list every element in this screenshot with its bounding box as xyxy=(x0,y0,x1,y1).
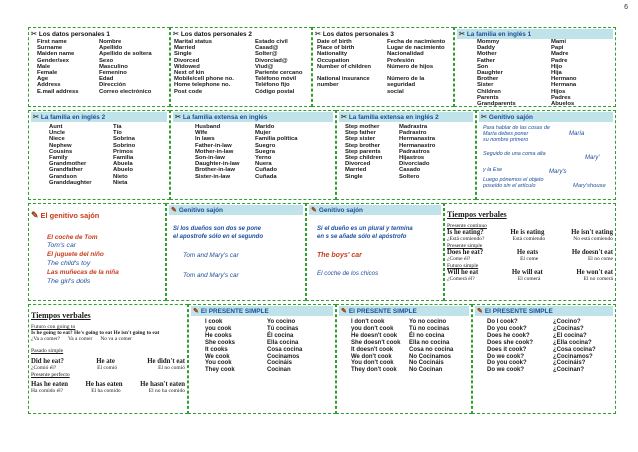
tense-label: Presente perfecto xyxy=(31,372,70,378)
spanish-column xyxy=(551,39,577,107)
vocab-word: Cosa cocina xyxy=(267,346,303,353)
card-present-simple-affirmative xyxy=(188,304,336,414)
spanish-column xyxy=(255,39,302,95)
vocab-word: First name xyxy=(37,39,67,45)
vocab-word: Do we cook? xyxy=(487,367,525,374)
vocab-word: Grandparents xyxy=(477,101,516,107)
tense-label: Futuro simple xyxy=(447,263,479,269)
vocab-word: Hermanastra xyxy=(399,136,436,143)
vocab-word: She cooks xyxy=(205,339,236,346)
vocab-word: Sister-in-law xyxy=(195,173,231,180)
vocab-word: Cousins xyxy=(49,148,73,155)
tense-row-spanish: ¿Va a comer? Va a comer No va a comer xyxy=(31,336,132,342)
vocab-word: Divorced xyxy=(345,161,371,168)
tense-label: Futuro con going to xyxy=(31,324,76,330)
vocab-word: No Cocináis xyxy=(409,360,444,367)
vocab-word: Nationality xyxy=(317,51,348,58)
card-personal-data-1 xyxy=(28,27,170,107)
vocab-word: Brother xyxy=(477,76,499,83)
tense-row-english: Is he eating? He is eating He isn't eating xyxy=(447,229,613,236)
vocab-word: Married xyxy=(345,167,367,174)
vocab-word: Occupation xyxy=(317,57,350,64)
rule-line: en s se añade sólo el apóstrofo xyxy=(317,234,407,240)
spanish-column xyxy=(387,39,445,95)
genitive-outro: Luego pónemos el objeto poseído sin el artículo xyxy=(483,177,544,190)
card-verb-tenses-1 xyxy=(444,203,616,301)
vocab-word: We cook xyxy=(205,353,230,360)
vocab-word: you don't cook xyxy=(351,325,394,332)
tense-row-english: Will he eat He will eat He won't eat xyxy=(447,269,613,276)
vocab-word: Male xyxy=(37,63,51,70)
vocab-word: Step brother xyxy=(345,142,381,149)
vocab-word: number xyxy=(317,82,339,89)
vocab-word: Number of children xyxy=(317,63,372,70)
vocab-word: Divorciado xyxy=(399,161,430,168)
example-possessive: Mary's xyxy=(549,169,567,175)
vocab-word: Son xyxy=(477,63,489,70)
vocab-word: Apellido xyxy=(99,45,123,52)
vocab-word: E.mail address xyxy=(37,88,79,95)
vocab-word: Fecha de nacimiento xyxy=(387,39,446,45)
vocab-word: Hermana xyxy=(551,82,577,89)
vocab-word: Cuñado xyxy=(255,167,277,174)
pencil-icon: ✎ xyxy=(31,209,39,220)
pencil-icon: ✎ xyxy=(171,207,177,214)
vocab-word: Cocinan xyxy=(267,367,291,374)
vocab-word: She doesn't cook xyxy=(351,339,401,346)
vocab-word: Abuelos xyxy=(551,101,575,107)
spanish-column xyxy=(409,319,453,374)
paperclip-icon: ✂ xyxy=(459,31,465,38)
vocab-word: Primos xyxy=(113,148,133,155)
vocab-word: Grandson xyxy=(49,173,77,180)
vocab-word: Next of kin xyxy=(174,70,205,77)
vocab-word: Mobile/cell phone no. xyxy=(174,76,234,83)
vocab-word: Hijos xyxy=(551,88,566,95)
vocab-word: They cook xyxy=(205,367,235,374)
card-family-1 xyxy=(454,27,616,107)
card-title: ✂ La familia extensa en inglés xyxy=(173,112,333,122)
vocab-word: Dirección xyxy=(99,82,126,89)
vocab-word: Sexo xyxy=(99,57,114,64)
vocab-word: Does it cook? xyxy=(487,346,527,353)
vocab-word: Hermanastro xyxy=(399,142,436,149)
paperclip-icon: ✂ xyxy=(341,114,347,121)
vocab-word: Padrastro xyxy=(399,130,427,137)
vocab-word: Padre xyxy=(551,57,568,64)
vocab-word: Parents xyxy=(477,94,499,101)
pencil-icon: ✎ xyxy=(193,308,199,315)
paperclip-icon: ✂ xyxy=(315,31,321,38)
pencil-icon: ✎ xyxy=(311,207,317,214)
card-extended-family-1 xyxy=(170,110,336,200)
card-title: ✂ Los datos personales 2 xyxy=(173,30,252,38)
card-title: ✎ El PRESENTE SIMPLE xyxy=(339,306,469,316)
vocab-word: Pariente cercano xyxy=(255,70,303,77)
vocab-word: Place of birth xyxy=(317,45,355,52)
vocab-word: Children xyxy=(477,88,501,95)
vocab-word: Daddy xyxy=(477,45,496,52)
vocab-word: Wife xyxy=(195,130,208,137)
tenses-heading: Tiempos verbales xyxy=(447,210,507,219)
vocab-word: I cook xyxy=(205,319,223,325)
tenses-heading: Tiempos verbales xyxy=(31,311,91,320)
example-line: El coche de los chicos xyxy=(317,270,379,277)
vocab-word: Step children xyxy=(345,155,383,162)
vocab-word: Marital status xyxy=(174,39,212,45)
tense-row-spanish: ¿Comió él? El comió El no comió xyxy=(31,365,185,371)
example-line: Tom's car xyxy=(47,242,76,249)
vocab-word: ¿Ella cocina? xyxy=(553,339,592,346)
english-column xyxy=(487,319,533,374)
vocab-word: Tío xyxy=(113,130,122,137)
spanish-column xyxy=(553,319,596,374)
tense-row-spanish: Ha comido él? El ha comido El no ha comido xyxy=(31,388,185,394)
vocab-word: Código postal xyxy=(255,88,295,95)
vocab-word: Número de hijos xyxy=(387,63,434,70)
vocab-word: It doesn't cook xyxy=(351,346,394,353)
vocab-word: Step parents xyxy=(345,148,381,155)
english-column xyxy=(195,124,240,180)
vocab-word: Gender/sex xyxy=(37,57,70,64)
vocab-word: Married xyxy=(174,45,196,52)
paperclip-icon: ✂ xyxy=(33,114,39,121)
english-column xyxy=(49,124,92,186)
vocab-word: Niece xyxy=(49,136,65,143)
card-saxon-genitive-3 xyxy=(166,203,306,301)
vocab-word: Son-in-law xyxy=(195,155,225,162)
example-house: Mary'shouse xyxy=(573,183,606,189)
vocab-word: Divorciad@ xyxy=(255,57,288,64)
vocab-word: seguridad xyxy=(387,82,416,89)
vocab-word: He doesn't cook xyxy=(351,332,398,339)
english-column xyxy=(174,39,234,95)
vocab-word: Suegro xyxy=(255,142,276,149)
english-column xyxy=(477,39,516,107)
card-saxon-genitive-4 xyxy=(306,203,444,301)
vocab-word: ¿El cocina? xyxy=(553,332,587,339)
vocab-word: Aunt xyxy=(49,124,63,130)
vocab-word: Age xyxy=(37,76,49,83)
vocab-word: Grandmother xyxy=(49,161,87,168)
vocab-word: Cocináis xyxy=(267,360,293,367)
vocab-word: Padres xyxy=(551,94,571,101)
english-column xyxy=(205,319,235,374)
card-verb-tenses-2 xyxy=(28,304,188,414)
vocab-word: Hijo xyxy=(551,63,563,70)
vocab-word: Mujer xyxy=(255,130,271,137)
s-rule: y la Ese xyxy=(483,167,503,173)
vocab-word: National insurance xyxy=(317,76,370,83)
vocab-word: Do you cook? xyxy=(487,325,527,332)
vocab-word: Suegra xyxy=(255,148,275,155)
vocab-word: Familia xyxy=(113,155,134,162)
card-title: ✂ La familia en inglés 1 xyxy=(457,29,613,39)
tense-row-spanish: ¿Come él? El come El no come xyxy=(447,256,613,262)
tense-label: Presente continuo xyxy=(447,223,487,229)
vocab-word: Marido xyxy=(255,124,275,130)
tense-row-spanish: ¿Comerá él? El comerá El no comerá xyxy=(447,276,613,282)
vocab-word: Cuñada xyxy=(255,173,277,180)
card-family-2 xyxy=(28,110,170,200)
vocab-word: Edad xyxy=(99,76,114,83)
spanish-column xyxy=(399,124,435,180)
vocab-word: Mommy xyxy=(477,39,500,45)
vocab-word: Teléfono fijo xyxy=(255,82,290,89)
vocab-word: Yo no cocino xyxy=(409,319,447,325)
vocab-word: Hija xyxy=(551,70,562,77)
vocab-word: Ella no cocina xyxy=(409,339,450,346)
vocab-word: ¿Cosa cocina? xyxy=(553,346,596,353)
tense-row-english: Is he going to eat? He's going to eat He isn't going to eat xyxy=(31,330,160,336)
tense-label: Pasado simple xyxy=(31,348,64,354)
vocab-word: Casado xyxy=(399,167,421,174)
vocab-word: Single xyxy=(174,51,192,58)
card-personal-data-2 xyxy=(170,27,312,107)
vocab-word: Nacionalidad xyxy=(387,51,424,58)
vocab-word: Sister xyxy=(477,82,494,89)
pencil-icon: ✎ xyxy=(341,308,347,315)
vocab-word: Abuelo xyxy=(113,167,133,174)
vocab-word: Nieta xyxy=(113,179,128,186)
vocab-word: Lugar de nacimiento xyxy=(387,45,445,52)
vocab-word: Papi xyxy=(551,45,564,52)
vocab-word: Grandfather xyxy=(49,167,83,174)
card-title: ✎ El PRESENTE SIMPLE xyxy=(475,306,613,316)
vocab-word: ¿Cocináis? xyxy=(553,360,586,367)
vocab-word: Husband xyxy=(195,124,221,130)
card-extended-family-2 xyxy=(336,110,476,200)
vocab-word: Father xyxy=(477,57,496,64)
spanish-column xyxy=(113,124,135,186)
vocab-word: Daughter-in-law xyxy=(195,161,240,168)
tense-row-english: Did he eat? He ate He didn't eat xyxy=(31,358,185,365)
english-column xyxy=(351,319,400,374)
card-title: ✂ La familia extensa en inglés 2 xyxy=(339,112,473,122)
vocab-word: Viud@ xyxy=(255,63,274,70)
example-name: María xyxy=(569,131,585,137)
vocab-word: Yerno xyxy=(255,155,272,162)
vocab-word: Casad@ xyxy=(255,45,279,52)
spanish-column xyxy=(255,124,298,180)
vocab-word: Estado civil xyxy=(255,39,288,45)
vocab-word: It cooks xyxy=(205,346,228,353)
vocab-word: you cook xyxy=(205,325,232,332)
vocab-word: Daughter xyxy=(477,70,503,77)
vocab-word: Masculino xyxy=(99,63,128,70)
spanish-column xyxy=(267,319,302,374)
card-title: ✂ Los datos personales 3 xyxy=(315,30,394,38)
vocab-word: Ella cocina xyxy=(267,339,299,346)
card-title: ✂ La familia en inglés 2 xyxy=(31,112,167,122)
vocab-word: Surname xyxy=(37,45,63,52)
vocab-word: Mother-in-law xyxy=(195,148,234,155)
example-line: El juguete del niño xyxy=(47,251,104,258)
vocab-word: Date of birth xyxy=(317,39,352,45)
vocab-word: Hijastros xyxy=(399,155,425,162)
example-line: Tom and Mary's car xyxy=(183,252,239,259)
vocab-word: Step sister xyxy=(345,136,376,143)
rule-line: el apostrofe sólo en el segundo xyxy=(173,234,264,240)
vocab-word: Divorced xyxy=(174,57,200,64)
spanish-column xyxy=(99,39,152,95)
tense-label: Presente simple xyxy=(447,243,483,249)
english-column xyxy=(345,124,382,180)
vocab-word: Do we cook? xyxy=(487,353,525,360)
vocab-word: Femenino xyxy=(99,70,127,77)
vocab-word: Address xyxy=(37,82,61,89)
vocab-word: Soltero xyxy=(399,173,420,180)
vocab-word: Sobrino xyxy=(113,142,136,149)
vocab-word: ¿Cocino? xyxy=(553,319,581,325)
paperclip-icon: ✂ xyxy=(31,31,37,38)
vocab-word: Sobrina xyxy=(113,136,135,143)
vocab-word: Nieto xyxy=(113,173,128,180)
vocab-word: Does she cook? xyxy=(487,339,534,346)
vocab-word: Teléfono móvil xyxy=(255,76,297,83)
page-number: 6 xyxy=(624,4,628,11)
card-title: ✂ Los datos personales 1 xyxy=(31,30,110,38)
vocab-word: Madre xyxy=(551,51,569,58)
tense-row-english: Does he eat? He eats He doesn't eat xyxy=(447,249,613,256)
english-column xyxy=(37,39,79,95)
example-apostrophe: Mary' xyxy=(585,155,600,161)
vocab-word: I don't cook xyxy=(351,319,385,325)
vocab-word: Uncle xyxy=(49,130,66,137)
vocab-word: Brother-in-law xyxy=(195,167,235,174)
vocab-word: Post code xyxy=(174,88,203,95)
rule-line: Si los dueños son dos se pone xyxy=(173,226,262,232)
pencil-icon: ✎ xyxy=(477,308,483,315)
vocab-word: No Cocinamos xyxy=(409,353,452,360)
vocab-word: Step father xyxy=(345,130,376,137)
vocab-word: Granddaughter xyxy=(49,179,92,186)
paperclip-icon: ✂ xyxy=(175,114,181,121)
vocab-word: Nuera xyxy=(255,161,272,168)
vocab-word: Tía xyxy=(113,124,122,130)
vocab-word: Female xyxy=(37,70,58,77)
vocab-word: Home telephone no. xyxy=(174,82,231,89)
vocab-word: Familia política xyxy=(255,136,298,143)
genitive-intro: Para hablar de las cosas de María debes poner su nombre primero xyxy=(483,125,550,144)
vocab-word: No Cocinan xyxy=(409,367,443,374)
vocab-word: Cocinamos xyxy=(267,353,300,360)
vocab-word: You don't cook xyxy=(351,360,394,367)
vocab-word: Correo electrónico xyxy=(99,88,152,95)
card-title: ✎ El genitivo sajón xyxy=(31,209,100,220)
example-line: Tom and Mary's car xyxy=(183,272,239,279)
vocab-word: Maiden name xyxy=(37,51,75,58)
vocab-word: Mother xyxy=(477,51,497,58)
vocab-word: Él cocina xyxy=(267,332,294,339)
vocab-word: Madrastra xyxy=(399,124,428,130)
paperclip-icon: ✂ xyxy=(481,114,487,121)
vocab-word: Mami xyxy=(551,39,567,45)
vocab-word: Tú cocinas xyxy=(267,325,299,332)
card-title: ✎ El PRESENTE SIMPLE xyxy=(191,306,333,316)
vocab-word: In laws xyxy=(195,136,215,143)
paperclip-icon: ✂ xyxy=(173,31,179,38)
vocab-word: He cooks xyxy=(205,332,232,339)
vocab-word: Abuela xyxy=(113,161,133,168)
rule-line: Si el dueño es un plural y termina xyxy=(317,226,413,232)
vocab-word: Family xyxy=(49,155,68,162)
card-personal-data-3 xyxy=(312,27,454,107)
example-line: Las muñecas de la niña xyxy=(47,269,119,276)
example-line: The child's toy xyxy=(47,260,91,267)
vocab-word: They don't cook xyxy=(351,367,397,374)
vocab-word: Él no cocina xyxy=(409,332,445,339)
vocab-word: Nombre xyxy=(99,39,122,45)
vocab-word: Solter@ xyxy=(255,51,278,58)
example-line: El coche de Tom xyxy=(47,234,98,241)
card-saxon-genitive-1 xyxy=(476,110,616,200)
card-title: ✂ Genitivo sajón xyxy=(479,112,613,122)
vocab-word: You cook xyxy=(205,360,232,367)
vocab-word: ¿Cocinamos? xyxy=(553,353,593,360)
vocab-word: Padrastros xyxy=(399,148,430,155)
card-present-simple-interrogative xyxy=(472,304,616,414)
vocab-word: Cosa no cocina xyxy=(409,346,454,353)
tense-row-english: Has he eaten He has eaten He hasn't eaten xyxy=(31,381,185,388)
vocab-word: ¿Cocinas? xyxy=(553,325,584,332)
vocab-word: Does he cook? xyxy=(487,332,530,339)
example-line: The girl's dolls xyxy=(47,278,91,285)
vocab-word: social xyxy=(387,88,404,95)
vocab-word: Father-in-law xyxy=(195,142,232,149)
card-title: ✎ Genitivo sajón xyxy=(169,205,303,215)
vocab-word: Apellido de soltera xyxy=(99,51,152,58)
vocab-word: Número de la xyxy=(387,76,425,83)
vocab-word: Step mother xyxy=(345,124,380,130)
vocab-word: Hermano xyxy=(551,76,577,83)
vocab-word: Do I cook? xyxy=(487,319,518,325)
vocab-word: Nephew xyxy=(49,142,72,149)
vocab-word: ¿Cocinan? xyxy=(553,367,584,374)
example-line: The boys' car xyxy=(317,252,362,259)
vocab-word: Single xyxy=(345,173,363,180)
apostrophe-rule: Seguido de una coma alta xyxy=(483,151,546,157)
english-column xyxy=(317,39,371,89)
vocab-word: Tú no cocinas xyxy=(409,325,450,332)
tense-row-spanish: ¿Está comiendo? Está comiendo No está comiendo xyxy=(447,236,613,242)
vocab-word: Yo cocino xyxy=(267,319,296,325)
card-title: ✎ Genitivo sajón xyxy=(309,205,441,215)
vocab-word: Do you cook? xyxy=(487,360,527,367)
vocab-word: Profesión xyxy=(387,57,415,64)
vocab-word: We don't cook xyxy=(351,353,392,360)
vocab-word: Widowed xyxy=(174,63,200,70)
card-present-simple-negative xyxy=(336,304,472,414)
card-saxon-genitive-2 xyxy=(28,203,166,301)
